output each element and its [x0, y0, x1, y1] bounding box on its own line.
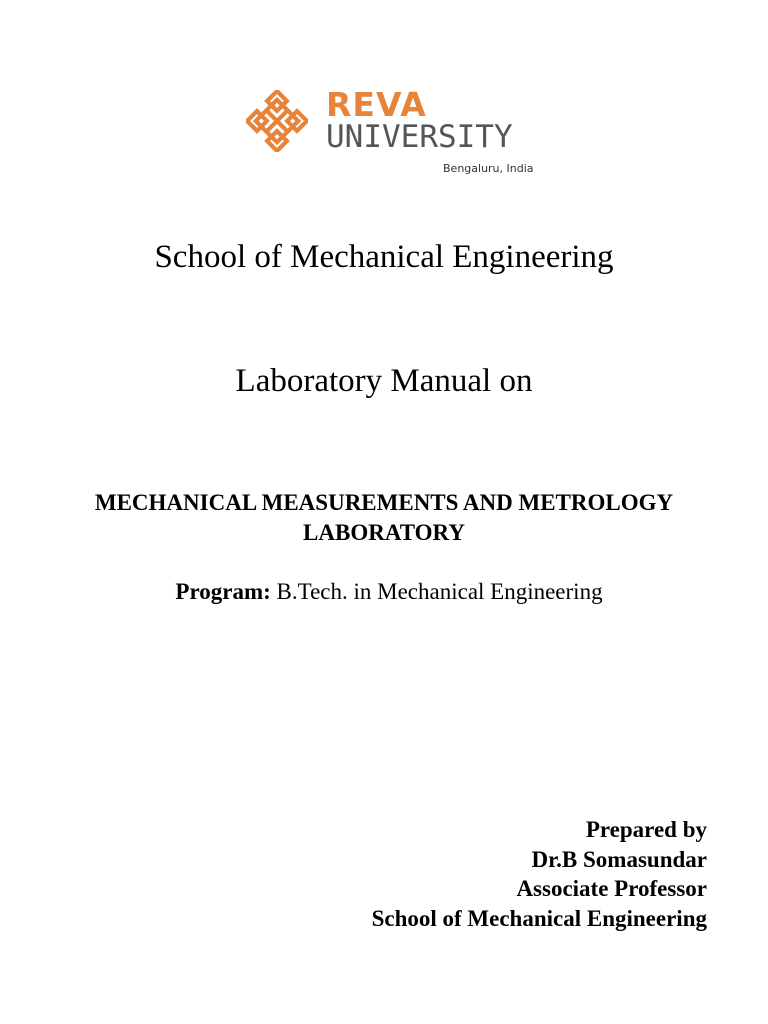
- program-line: [0, 578, 768, 606]
- program-value: B.Tech. in Mechanical Engineering: [276, 579, 603, 604]
- course-title-line-1: MECHANICAL MEASUREMENTS AND METROLOGY: [94, 490, 674, 515]
- prepared-by-block: [372, 815, 707, 933]
- interlaced-knot-icon: [246, 90, 308, 152]
- university-logo: [246, 85, 546, 180]
- author-department: School of Mechanical Engineering: [371, 905, 707, 931]
- logo-location: Bengaluru, India: [443, 162, 534, 175]
- logo-name-reva: REVA: [326, 85, 427, 124]
- author-name: Dr.B Somasundar: [531, 846, 707, 872]
- logo-name-university: UNIVERSITY: [326, 119, 513, 155]
- prepared-by-heading: Prepared by: [585, 817, 707, 842]
- course-title: [40, 488, 728, 548]
- school-title: School of Mechanical Engineering: [154, 239, 614, 275]
- author-designation: Associate Professor: [516, 876, 707, 901]
- program-label: Program:: [175, 579, 271, 604]
- course-title-line-2: LABORATORY: [303, 519, 465, 545]
- manual-heading: Laboratory Manual on: [235, 363, 533, 399]
